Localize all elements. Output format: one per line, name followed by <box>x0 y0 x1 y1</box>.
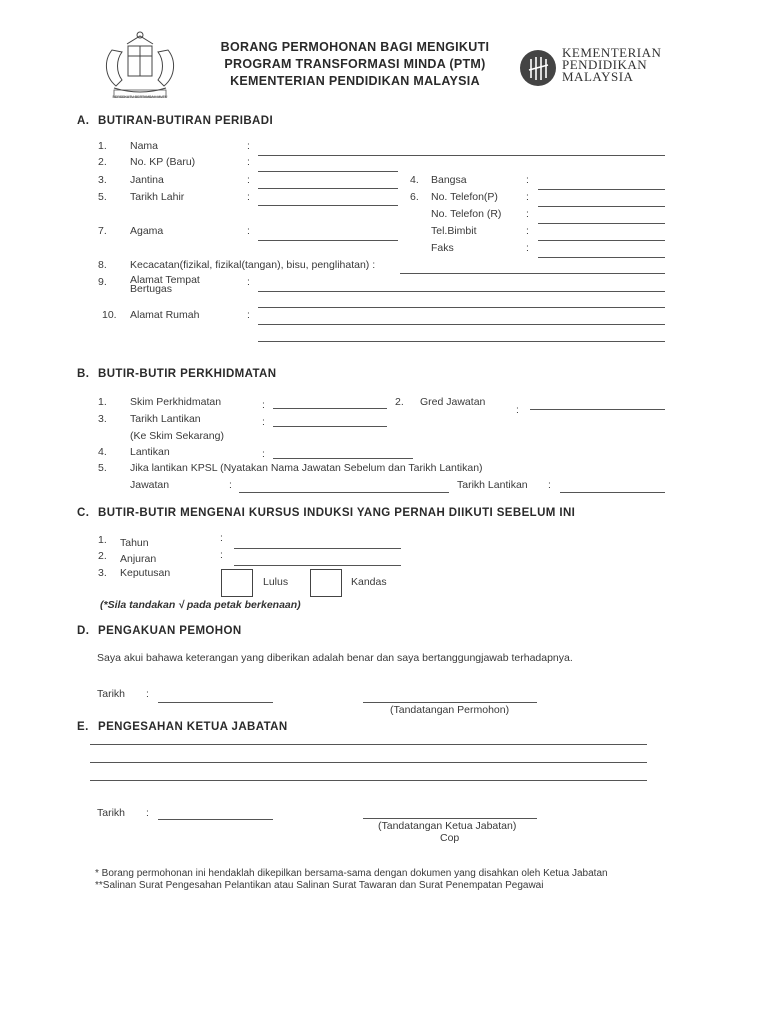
b-num-1: 1. <box>98 396 107 408</box>
kpm-logo <box>518 48 558 93</box>
signature-ketua-line[interactable] <box>363 818 537 819</box>
b-num-5: 5. <box>98 462 107 474</box>
section-d-title: PENGAKUAN PEMOHON <box>98 625 242 637</box>
section-e-letter: E. <box>77 721 89 733</box>
label-cop: Cop <box>440 832 460 844</box>
c-num-2: 2. <box>98 550 107 562</box>
label-skim: Skim Perkhidmatan <box>130 396 222 408</box>
tel-bimbit-field[interactable] <box>538 240 665 241</box>
label-alamat-tempat: Alamat Tempat <box>130 274 200 286</box>
pengesahan-line-3[interactable] <box>90 780 647 781</box>
footnote-1: * Borang permohonan ini hendaklah dikepilkan bersama-sama dengan dokumen yang disahkan oleh Ketua Jabatan <box>95 868 608 879</box>
colon: : <box>247 225 250 237</box>
label-telefon-r: No. Telefon (R) <box>431 208 502 220</box>
alamat-bertugas-line-1[interactable] <box>258 291 665 292</box>
colon: : <box>247 309 250 321</box>
title-line-3: KEMENTERIAN PENDIDIKAN MALAYSIA <box>230 74 480 88</box>
label-tarikh-lantikan-kpsl: Tarikh Lantikan <box>457 479 528 491</box>
pengesahan-line-2[interactable] <box>90 762 647 763</box>
tarikh-pemohon-field[interactable] <box>158 702 273 703</box>
a-num-7: 7. <box>98 225 107 237</box>
section-a-letter: A. <box>77 115 90 127</box>
colon: : <box>247 156 250 168</box>
jantina-field[interactable] <box>258 188 398 189</box>
nama-field[interactable] <box>258 155 665 156</box>
telefon-p-field[interactable] <box>538 206 665 207</box>
a-num-2: 2. <box>98 156 107 168</box>
label-lantikan: Lantikan <box>130 446 170 458</box>
a-num-4: 4. <box>410 174 419 186</box>
a-num-9: 9. <box>98 276 107 288</box>
label-jantina: Jantina <box>130 174 164 186</box>
pengesahan-line-1[interactable] <box>90 744 647 745</box>
section-b-letter: B. <box>77 368 90 380</box>
colon: : <box>146 807 149 819</box>
colon: : <box>247 276 250 288</box>
label-telefon-p: No. Telefon(P) <box>431 191 498 203</box>
label-ke-skim: (Ke Skim Sekarang) <box>130 430 224 442</box>
malaysia-crest <box>92 30 188 104</box>
c-num-3: 3. <box>98 567 107 579</box>
label-tarikh-ketua: Tarikh <box>97 807 126 819</box>
colon: : <box>247 191 250 203</box>
kpm-logo-line-2: PENDIDIKAN <box>562 57 648 72</box>
colon: : <box>220 549 223 561</box>
colon: : <box>220 532 223 544</box>
section-c-letter: C. <box>77 507 90 519</box>
section-a-title: BUTIRAN-BUTIRAN PERIBADI <box>98 115 274 127</box>
colon: : <box>526 225 529 237</box>
faks-field[interactable] <box>538 257 665 258</box>
alamat-rumah-line-1[interactable] <box>258 324 665 325</box>
kpm-logo-line-3: MALAYSIA <box>562 69 634 84</box>
kecacatan-field[interactable] <box>400 273 665 274</box>
title-line-2: PROGRAM TRANSFORMASI MINDA (PTM) <box>224 57 486 71</box>
colon: : <box>146 688 149 700</box>
label-gred: Gred Jawatan <box>420 396 486 408</box>
a-num-6: 6. <box>410 191 419 203</box>
telefon-r-field[interactable] <box>538 223 665 224</box>
kpm-emblem-icon <box>518 48 558 88</box>
label-jika-kpsl: Jika lantikan KPSL (Nyatakan Nama Jawatan Sebelum dan Tarikh Lantikan) <box>130 462 483 474</box>
label-lulus: Lulus <box>263 576 289 588</box>
alamat-bertugas-line-2[interactable] <box>258 307 665 308</box>
lantikan-field[interactable] <box>273 458 413 459</box>
no-kp-field[interactable] <box>258 171 398 172</box>
colon: : <box>247 174 250 186</box>
label-kecacatan: Kecacatan(fizikal, fizikal(tangan), bisu, penglihatan) : <box>130 259 376 271</box>
colon: : <box>526 208 529 220</box>
signature-pemohon-line[interactable] <box>363 702 537 703</box>
skim-field[interactable] <box>273 408 387 409</box>
tarikh-lahir-field[interactable] <box>258 205 398 206</box>
section-b-title: BUTIR-BUTIR PERKHIDMATAN <box>98 368 277 380</box>
label-tandatangan-pemohon: (Tandatangan Permohon) <box>390 704 510 716</box>
label-anjuran: Anjuran <box>120 553 157 565</box>
colon: : <box>516 404 519 416</box>
b-num-4: 4. <box>98 446 107 458</box>
colon: : <box>526 174 529 186</box>
tarikh-lantikan-kpsl-field[interactable] <box>560 492 665 493</box>
section-c-title: BUTIR-BUTIR MENGENAI KURSUS INDUKSI YANG PERNAH DIIKUTI SEBELUM INI <box>98 507 576 519</box>
label-tarikh-lantikan: Tarikh Lantikan <box>130 413 201 425</box>
title-line-1: BORANG PERMOHONAN BAGI MENGIKUTI <box>220 40 490 54</box>
colon: : <box>262 399 265 411</box>
label-tandatangan-ketua: (Tandatangan Ketua Jabatan) <box>378 820 517 832</box>
colon: : <box>229 479 232 491</box>
footnote-2: **Salinan Surat Pengesahan Pelantikan atau Salinan Surat Tawaran dan Surat Penempatan Pegawai <box>95 880 544 891</box>
kandas-checkbox[interactable] <box>310 569 342 597</box>
label-nama: Nama <box>130 140 159 152</box>
colon: : <box>262 416 265 428</box>
label-tel-bimbit: Tel.Bimbit <box>431 225 477 237</box>
label-faks: Faks <box>431 242 454 254</box>
tarikh-ketua-field[interactable] <box>158 819 273 820</box>
label-bertugas: Bertugas <box>130 283 173 295</box>
a-num-5: 5. <box>98 191 107 203</box>
label-jawatan: Jawatan <box>130 479 170 491</box>
alamat-rumah-line-2[interactable] <box>258 341 665 342</box>
a-num-8: 8. <box>98 259 107 271</box>
label-no-kp: No. KP (Baru) <box>130 156 196 168</box>
colon: : <box>247 140 250 152</box>
colon: : <box>526 242 529 254</box>
label-keputusan: Keputusan <box>120 567 171 579</box>
a-num-1: 1. <box>98 140 107 152</box>
a-num-10: 10. <box>102 309 117 321</box>
agama-field[interactable] <box>258 240 398 241</box>
a-num-3: 3. <box>98 174 107 186</box>
tarikh-lantikan-field[interactable] <box>273 426 387 427</box>
crest-caption: BERSEKUTU BERTAMBAH MUTU <box>112 95 168 99</box>
label-tahun: Tahun <box>120 537 149 549</box>
checkbox-note: (*Sila tandakan √ pada petak berkenaan) <box>100 599 301 611</box>
label-kandas: Kandas <box>351 576 387 588</box>
section-e-title: PENGESAHAN KETUA JABATAN <box>98 721 288 733</box>
label-bangsa: Bangsa <box>431 174 467 186</box>
label-tarikh-lahir: Tarikh Lahir <box>130 191 185 203</box>
bangsa-field[interactable] <box>538 189 665 190</box>
b-num-3: 3. <box>98 413 107 425</box>
c-num-1: 1. <box>98 534 107 546</box>
lulus-checkbox[interactable] <box>221 569 253 597</box>
anjuran-field[interactable] <box>234 565 401 566</box>
jawatan-field[interactable] <box>239 492 449 493</box>
colon: : <box>526 191 529 203</box>
colon: : <box>262 448 265 460</box>
tahun-field[interactable] <box>234 548 401 549</box>
colon: : <box>548 479 551 491</box>
label-agama: Agama <box>130 225 164 237</box>
gred-field[interactable] <box>530 409 665 410</box>
declaration-text: Saya akui bahawa keterangan yang diberikan adalah benar dan saya bertanggungjawab terhadapnya. <box>97 652 573 664</box>
kpm-logo-line-1: KEMENTERIAN <box>562 45 662 60</box>
b-num-2: 2. <box>395 396 404 408</box>
label-alamat-rumah: Alamat Rumah <box>130 309 200 321</box>
label-tarikh-pemohon: Tarikh <box>97 688 126 700</box>
section-d-letter: D. <box>77 625 90 637</box>
